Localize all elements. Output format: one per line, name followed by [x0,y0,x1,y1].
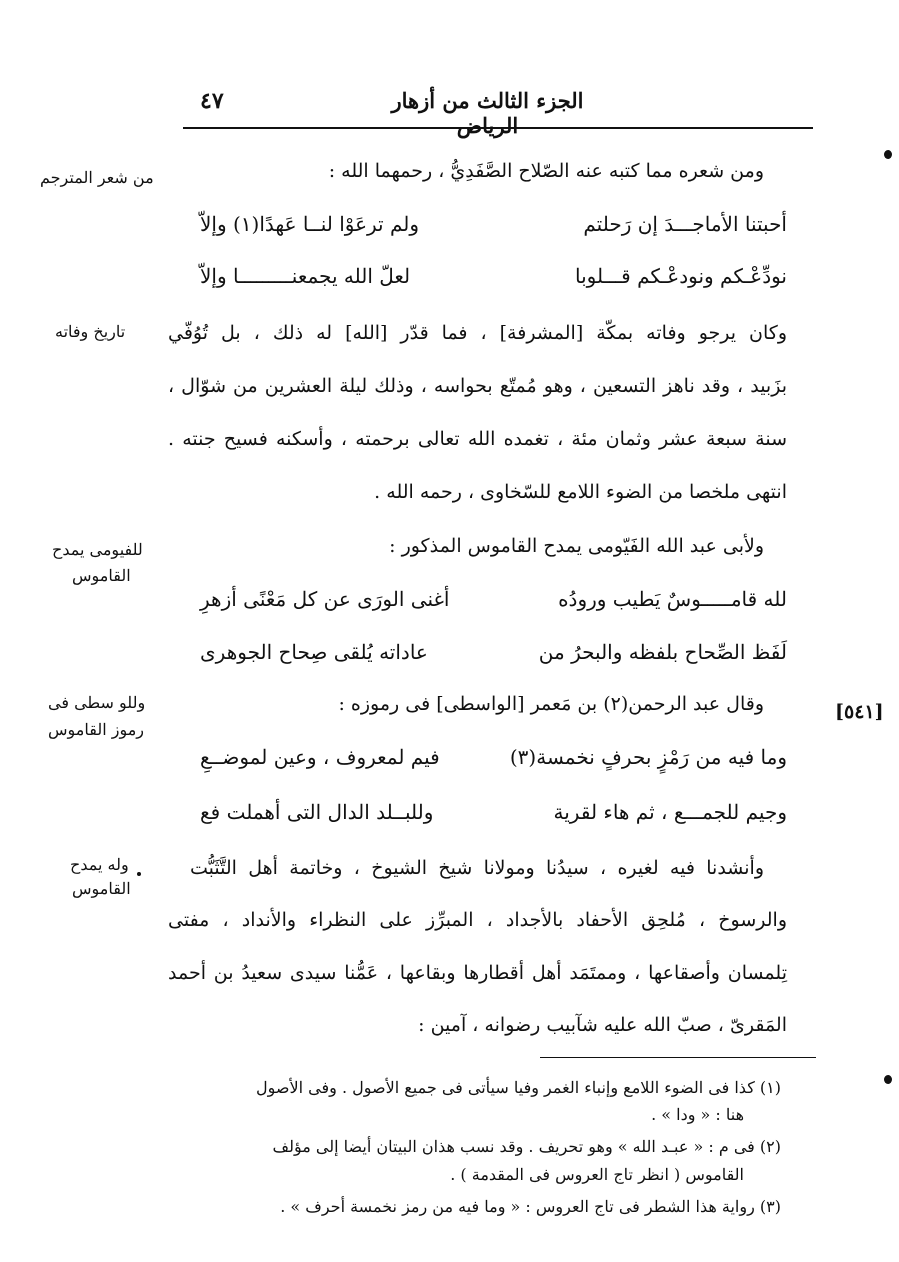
body-line-14: وأنشدنا فيه لغيره ، سيدُنا ومولانا شيخ الشيوخ ، وخاتمة أهل التَّثَبُّت [190,857,764,879]
bullet-icon [884,1075,892,1084]
verse-3-right: لله قامـــــوسٌ يَطيب ورودُه [558,587,787,611]
verse-6-left: وللبــلد الدال التى أهملت فع [200,800,434,824]
footnote-2-cont: القاموس ( انظر تاج العروس فى المقدمة ) . [450,1165,744,1184]
verse-1-right: أحبتنا الأماجـــدَ إن رَحلتم [583,212,787,236]
body-line-5: بزَبيد ، وقد ناهز التسعين ، وهو مُمتّع بحواسه ، وذلك ليلة العشرين من شوّال ، [168,375,787,397]
verse-5-left: فيم لمعروف ، وعين لموضــعِ [200,745,440,769]
margin-note: القاموس [72,879,131,898]
body-line-6: سنة سبعة عشر وثمان مئة ، تغمده الله تعالى برحمته ، وأسكنه فسيح جنته . [168,428,787,450]
verse-5-right: وما فيه من رَمْزٍ بحرفٍ نخمسة(٣) [509,745,787,769]
margin-note: رموز القاموس [48,720,145,739]
header-rule [183,127,813,129]
source-page-marker: [٥٤١] [835,701,884,723]
verse-2-right: نودِّعْـكم ونودعْـكم قـــلوبا [574,264,787,288]
verse-3-left: أغنى الورَى عن كل مَعْنًى أزهرِ [200,587,450,611]
body-line-16: تِلمسان وأصقاعها ، وممتَمَد أهل أقطارها وبقاعها ، عَمُّنا سيدى سعيدُ بن أحمد [168,962,787,984]
verse-6-right: وجيم للجمـــع ، ثم هاء لقرية [553,800,787,824]
page-number: ٤٧ [200,88,224,114]
footnote-1: (١) كذا فى الضوء اللامع وإنباء الغمر وفيا سيأتى فى جميع الأصول . وفى الأصول [256,1078,781,1097]
body-line-8: ولأبى عبد الله الفَيّومى يمدح القاموس المذكور : [389,535,764,557]
bullet-icon [884,150,892,159]
body-line-1: ومن شعره مما كتبه عنه الصّلاح الصَّفَدِيُّ ، رحمهما الله : [328,160,764,182]
margin-note: تاريخ وفاته [55,322,126,341]
body-line-15: والرسوخ ، مُلحِق الأحفاد بالأجداد ، المبرِّز على النظراء والأنداد ، مفتى [168,909,787,931]
dot-icon [137,872,141,876]
verse-4-right: لَفَظ الصِّحاح بلفظه والبحرُ من [538,640,787,664]
margin-note: القاموس [72,566,131,585]
footnote-1-cont: هنا : « ودا » . [651,1105,744,1124]
margin-note: للفيومى يمدح [52,540,143,559]
running-title: الجزء الثالث من أزهار الرياض [391,88,584,138]
verse-4-left: عاداته يُلقى صِحاح الجوهرى [200,640,428,664]
body-line-7: انتهى ملخصا من الضوء اللامع للسّخاوى ، رحمه الله . [374,481,787,503]
margin-note: وله يمدح [70,855,129,874]
footnote-2: (٢) فى م : « عبـد الله » وهو تحريف . وقد نسب هذان البيتان أيضا إلى مؤلف [272,1137,781,1156]
margin-note: من شعر المترجم [40,168,154,187]
margin-note: وللو سطى فى [48,693,146,712]
footnote-rule [540,1057,816,1058]
body-line-11: وقال عبد الرحمن(٢) بن مَعمر [الواسطى] فى رموزه : [338,693,764,715]
footnote-3: (٣) رواية هذا الشطر فى تاج العروس : « وما فيه من رمز نخمسة أحرف » . [280,1197,781,1216]
body-line-4: وكان يرجو وفاته بمكّة [المشرفة] ، فما قدّر [الله] له ذلك ، بل تُوُفّي [168,322,787,344]
body-line-17: المَقرىّ ، صبّ الله عليه شآبيب رضوانه ، آمين : [418,1014,787,1036]
verse-2-left: لعلّ الله يجمعنـــــــــا وإلاّ [200,264,411,288]
verse-1-left: ولم ترعَوْا لنــا عَهدًا(١) وإلاّ [200,212,420,236]
